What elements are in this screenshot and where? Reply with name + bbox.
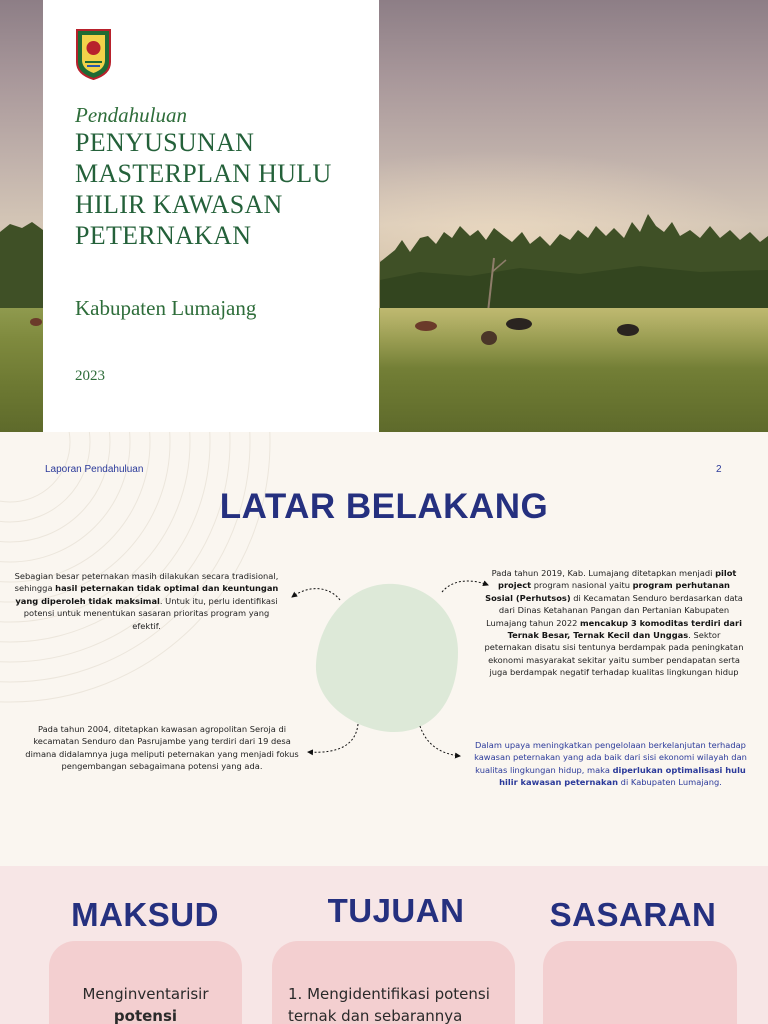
p2-text-a: Pada tahun 2019, Kab. Lumajang ditetapkan menjadi	[491, 568, 716, 578]
p1-text-b: hasil peternakan tidak optimal dan keuntungan yang diperoleh tidak maksimal	[15, 583, 279, 606]
p1-text-a: Sebagian besar peternakan masih dilakukan secara tradisional, sehingga	[14, 571, 279, 594]
p2-text-f: mencakup 3 komoditas terdiri dari Ternak Besar, Ternak Kecil dan Unggas	[507, 617, 742, 641]
page-number: 2	[716, 464, 722, 475]
tujuan-text: 1. Mengidentifikasi potensi ternak dan sebarannya	[288, 985, 490, 1024]
sasaran-heading: SASARAN	[549, 896, 717, 933]
cover-subtitle: Pendahuluan	[75, 103, 187, 127]
cover-slide	[0, 0, 768, 432]
paragraph-agropolitan: Pada tahun 2004, ditetapkan kawasan agropolitan Seroja di kecamatan Senduro dan Pasrujambe yang terdiri dari 19 desa dimana didalamnya juga meliputi peternakan yang menjadi fokus pengembangan sebagaimana potensi yang ada.	[25, 724, 299, 772]
sasaran-card	[543, 941, 737, 1024]
paragraph-traditional-livestock	[14, 570, 279, 632]
maksud-text	[49, 983, 242, 1024]
cover-title: PENYUSUNAN MASTERPLAN HULU HILIR KAWASAN PETERNAKAN	[75, 128, 332, 250]
p2-text-d: program perhutanan Sosial (Perhutsos)	[485, 580, 730, 603]
p4-text-c: di Kabupaten Lumajang.	[618, 777, 722, 788]
cover-year: 2023	[75, 368, 105, 384]
goals-slide	[0, 866, 768, 1024]
regency-emblem-icon	[75, 28, 112, 80]
p4-text-b: diperlukan optimalisasi hulu hilir kawasan peternakan	[499, 764, 746, 788]
section-heading: LATAR BELAKANG	[219, 487, 549, 526]
p2-text-b: pilot project	[498, 568, 737, 591]
cover-region: Kabupaten Lumajang	[75, 296, 257, 320]
tujuan-heading: TUJUAN	[327, 892, 465, 929]
p2-text-g: . Sektor peternakan disatu sisi tentunya berdampak pada peningkatan ekonomi masyarakat sekitar yaitu sumber pendapatan serta juga berdampak negatif terhadap kualitas lingkungan hidup	[484, 630, 744, 678]
paragraph-pilot-project	[484, 567, 744, 679]
p2-text-c: program nasional yaitu	[531, 580, 633, 591]
p1-text-c: . Untuk itu, perlu identifikasi potensi untuk menentukan sasaran prioritas program yang efektif.	[23, 595, 278, 631]
report-label: Laporan Pendahuluan	[45, 464, 144, 475]
paragraph-optimization	[468, 739, 753, 789]
maksud-text-a: Menginventarisir	[82, 985, 209, 1003]
p4-text-a: Dalam upaya meningkatkan pengelolaan berkelanjutan terhadap kawasan peternakan yang ada baik dari sisi ekonomi wilayah dan kualitas lingkungan hidup, maka	[474, 740, 747, 775]
p2-text-e: di Kecamatan Senduro berdasarkan data dari Dinas Ketahanan Pangan dan Pertanian Kabupaten Lumajang tahun 2022	[486, 592, 743, 628]
maksud-heading: MAKSUD	[71, 896, 219, 933]
background-slide	[0, 432, 768, 866]
maksud-text-b: potensi	[113, 1007, 178, 1024]
